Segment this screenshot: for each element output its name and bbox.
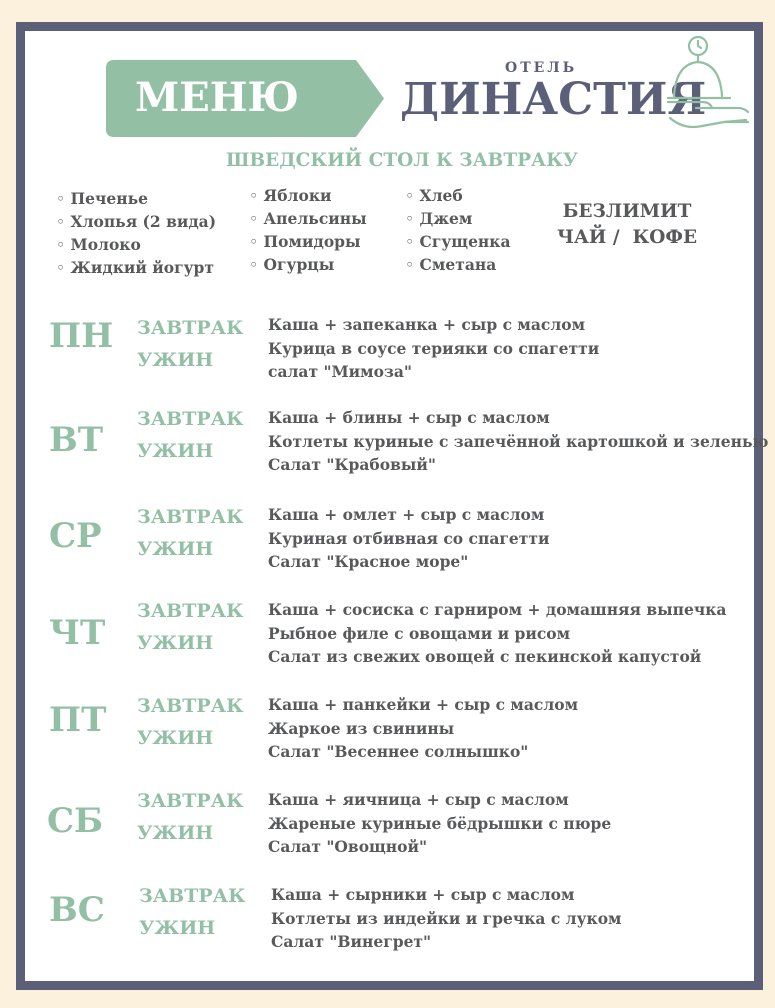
dinner-label: УЖИН [139, 917, 216, 939]
dish-breakfast: Каша + панкейки + сыр с маслом [268, 695, 579, 714]
buffet-list-1 [56, 187, 216, 279]
dinner-label: УЖИН [137, 440, 214, 462]
dinner-label: УЖИН [137, 632, 214, 654]
dish-dinner: Котлеты из индейки и гречка с луком [271, 909, 622, 928]
dish-salad: Салат "Красное море" [268, 552, 469, 571]
dinner-label: УЖИН [137, 349, 214, 371]
buffet-item: ◦ Апельсины [249, 207, 367, 230]
unlimited-line: БЕЗЛИМИТ [562, 201, 692, 222]
dish-salad: Салат из свежих овощей с пекинской капустой [268, 647, 702, 666]
buffet-item: ◦ Джем [405, 207, 511, 230]
day-row-sun [0, 885, 775, 968]
day-label: ПН [49, 316, 114, 356]
buffet-list-3 [405, 184, 511, 276]
dish-salad: Салат "Винегрет" [271, 932, 432, 951]
dinner-label: УЖИН [137, 538, 214, 560]
unlimited-drinks [552, 199, 702, 251]
breakfast-label: ЗАВТРАК [137, 506, 244, 528]
buffet-item: ◦ Печенье [56, 187, 216, 210]
menu-title: МЕНЮ [135, 74, 300, 121]
dish-dinner: Куриная отбивная со спагетти [268, 529, 550, 548]
buffet-title: ШВЕДСКИЙ СТОЛ К ЗАВТРАКУ [226, 150, 578, 171]
hotel-subtitle: ОТЕЛЬ [505, 60, 578, 76]
buffet-item: ◦ Хлопья (2 вида) [56, 210, 216, 233]
buffet-list-2 [249, 184, 367, 276]
dish-breakfast: Каша + сосиска с гарниром + домашняя выпечка [268, 600, 727, 619]
breakfast-label: ЗАВТРАК [139, 885, 246, 907]
dish-breakfast: Каша + омлет + сыр с маслом [268, 505, 545, 524]
day-label: ВТ [49, 420, 104, 460]
breakfast-label: ЗАВТРАК [137, 408, 244, 430]
day-row-fri [0, 695, 775, 778]
dish-breakfast: Каша + яичница + сыр с маслом [268, 790, 569, 809]
buffet-item: ◦ Огурцы [249, 253, 367, 276]
dish-breakfast: Каша + запеканка + сыр с маслом [268, 315, 586, 334]
dish-dinner: Курица в соусе терияки со спагетти [268, 339, 600, 358]
dish-breakfast: Каша + блины + сыр с маслом [268, 408, 550, 427]
breakfast-label: ЗАВТРАК [137, 695, 244, 717]
day-row-thu [0, 600, 775, 683]
dish-salad: Салат "Овощной" [268, 837, 428, 856]
buffet-item: ◦ Молоко [56, 233, 216, 256]
dish-dinner: Рыбное филе с овощами и рисом [268, 624, 571, 643]
buffet-item: ◦ Сметана [405, 253, 511, 276]
day-label: ВС [49, 890, 105, 930]
day-row-mon [0, 315, 775, 398]
dinner-label: УЖИН [137, 727, 214, 749]
day-label: ПТ [49, 700, 107, 740]
day-label: СБ [47, 801, 104, 841]
cloche-icon [666, 34, 750, 138]
dinner-label: УЖИН [137, 822, 214, 844]
dish-salad: Салат "Весеннее солнышко" [268, 742, 529, 761]
buffet-item: ◦ Сгущенка [405, 230, 511, 253]
day-row-sat [0, 790, 775, 873]
day-label: ЧТ [49, 613, 106, 653]
dish-dinner: Жаркое из свинины [268, 719, 455, 738]
buffet-item: ◦ Жидкий йогурт [56, 256, 216, 279]
dish-salad: Салат "Крабовый" [268, 455, 436, 474]
buffet-item: ◦ Яблоки [249, 184, 367, 207]
day-row-wed [0, 505, 775, 588]
dish-dinner: Жареные куриные бёдрышки с пюре [268, 814, 612, 833]
hotel-name: ДИНАСТИЯ [400, 74, 707, 125]
breakfast-label: ЗАВТРАК [137, 600, 244, 622]
dish-salad: салат "Мимоза" [268, 362, 412, 381]
day-row-tue [0, 410, 775, 490]
unlimited-line: ЧАЙ / КОФЕ [556, 227, 698, 248]
breakfast-label: ЗАВТРАК [137, 317, 244, 339]
breakfast-label: ЗАВТРАК [137, 790, 244, 812]
dish-breakfast: Каша + сырники + сыр с маслом [271, 885, 575, 904]
day-label: СР [49, 516, 102, 556]
buffet-item: ◦ Помидоры [249, 230, 367, 253]
buffet-item: ◦ Хлеб [405, 184, 511, 207]
dish-dinner: Котлеты куриные с запечённой картошкой и зеленью [268, 432, 769, 451]
